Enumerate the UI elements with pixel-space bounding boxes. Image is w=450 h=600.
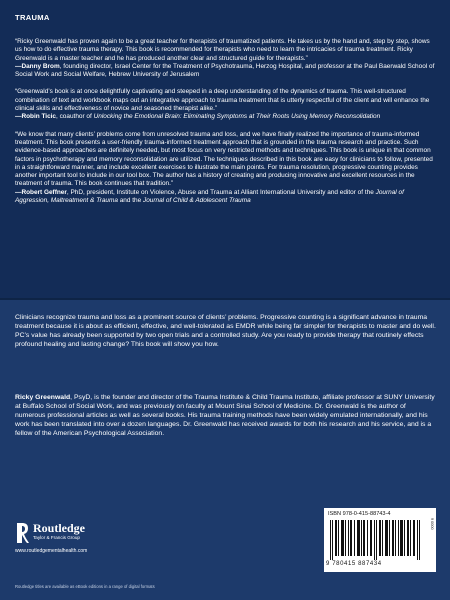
endorsement-author: —Danny Brom: [15, 62, 60, 70]
author-name: Ricky Greenwald: [15, 394, 71, 401]
endorsements-panel: [0, 0, 450, 298]
endorsement-author: —Robin Ticic: [15, 113, 57, 121]
section-divider: [0, 298, 450, 300]
endorsement-joiner: and the: [117, 197, 143, 205]
endorsement-work-title: Unlocking the Emotional Brain: Eliminating Symptoms at Their Roots Using Memory Reconsolidation: [93, 113, 381, 121]
endorsement-affiliation: , coauthor of: [56, 113, 94, 121]
publisher-logo: [15, 520, 155, 570]
endorsement-affiliation: , founding director, Israel Center for the Treatment of Psychotrauma, Herzog Hospital, and professor at the Paul Baerwald School of Social Work and Social Welfare, Hebrew University of Jerusalem: [15, 62, 435, 79]
endorsement-text: “We know that many clients’ problems come from unresolved trauma and loss, and we have finally realized the importance of trauma-informed treatment. This book presents a user-friendly trauma-informed treatment approach that is grounded in the trauma research and practice. Such evidence-based approaches are definitely needed, but most focus on very restricted methods and techniques. This book is unique in that common factors in psychotherapy and memory reconsolidation are utilized. The techniques described in this book are easy for clinicians to follow, presented in a straightforward manner, and include excellent exercises to illustrate the main points. For trauma resolution, progressive counting provides another important tool to include in our tool box. The author has a history of creating and producing innovative and excellent resources in the treatment of trauma. This book continues that tradition.”: [15, 130, 433, 188]
endorsement-attribution: [15, 189, 436, 206]
endorsement-text: “Greenwald’s book is at once delightfully captivating and steeped in a deep understanding of the dynamics of trauma. This well-structured combination of text and workbook maps out an integrative approach to trauma treatment that is utterly respectful of the client and will enhance the clinical skills and effectiveness of novice and seasoned therapist alike.”: [15, 88, 430, 113]
publisher-name: Routledge: [33, 521, 85, 535]
barcode-digits: 9 780415 887434: [326, 561, 382, 567]
endorsement-work-title-2: Journal of Child & Adolescent Trauma: [142, 197, 251, 205]
book-description: Clinicians recognize trauma and loss as a prominent source of clients’ problems. Progressive counting is a significant advance in trauma treatment because it is about as efficient, effective, and well-tolerated as EMDR while being far simpler for therapists to master and do well. PC’s value has already been supported by two open trials and a controlled study. Are you ready to provide therapy that routinely effects profound healing and lasting change? This book will show you how.: [15, 314, 436, 348]
publisher-group: Taylor & Francis Group: [33, 535, 80, 540]
endorsement-geffner: [15, 131, 436, 206]
publisher-url: www.routledgementalhealth.com: [15, 548, 88, 554]
endorsement-attribution: [15, 63, 436, 80]
endorsement-ticic: [15, 88, 436, 121]
endorsement-work-title: Journal of Aggression, Maltreatment & Trauma: [15, 188, 404, 205]
isbn-label: ISBN 978-0-415-88743-4: [328, 511, 391, 517]
barcode-icon: [330, 520, 422, 560]
author-bio: [15, 393, 437, 438]
endorsement-author: —Robert Geffner: [15, 188, 67, 196]
endorsement-brom: [15, 38, 436, 79]
endorsement-attribution: [15, 113, 436, 121]
ebook-note: Routledge titles are available as eBook editions in a range of digital formats: [15, 584, 155, 589]
endorsement-text: “Ricky Greenwald has proven again to be a great teacher for therapists of traumatized patients. He takes us by the hand and, step by step, shows us how to do effective trauma therapy. This book is recommended for therapists who need to learn the intricacies of trauma treatment. Ricky Greenwald is a master teacher and he has produced another clear and structured guide for therapists.”: [15, 38, 430, 62]
author-bio-text: , PsyD, is the founder and director of the Trauma Institute & Child Trauma Institute, affiliate professor at SUNY University at Buffalo School of Social Work, and was previously on faculty at Mount Sinai School of Medicine. Dr. Greenwald is the author of numerous professional articles as well as several books. His trauma training methods have been widely emulated internationally, and his work has been translated into over a dozen languages. Dr. Greenwald has received awards for both his research and his service, and is a fellow of the American Psychological Association.: [15, 394, 435, 437]
endorsements: [15, 38, 436, 214]
barcode-panel: [324, 508, 436, 572]
barcode-side-code: 9 0000: [430, 518, 434, 530]
category-label: TRAUMA: [15, 13, 50, 22]
endorsement-affiliation: , PhD, president, Institute on Violence, Abuse and Trauma at Alliant International University and editor of the: [66, 188, 376, 196]
routledge-logo-icon: [15, 522, 29, 544]
